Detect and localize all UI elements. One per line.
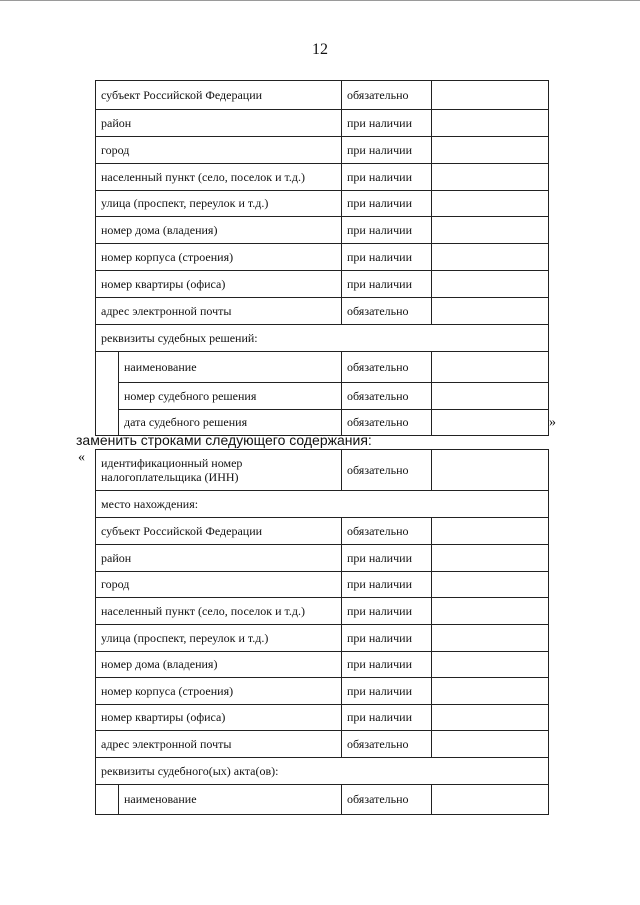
requirement-cell: при наличии [342,545,432,572]
table-row [96,678,549,705]
requirement-cell: при наличии [342,705,432,731]
field-name-cell: наименование [119,352,342,383]
table-row [96,271,549,298]
empty-cell [432,678,549,705]
page-number: 12 [312,41,328,58]
field-name-cell: номер дома (владения) [96,217,342,244]
table-row [96,137,549,164]
empty-cell [432,545,549,572]
field-name-cell: номер корпуса (строения) [96,678,342,705]
field-name-cell: улица (проспект, переулок и т.д.) [96,625,342,652]
table-row [96,785,549,815]
table-row [96,383,549,410]
table-row [96,352,549,383]
empty-cell [432,191,549,217]
requirement-cell: при наличии [342,137,432,164]
table-row [96,625,549,652]
table-row [96,731,549,758]
requirement-cell: при наличии [342,191,432,217]
field-name-cell: район [96,110,342,137]
table-row [96,217,549,244]
empty-cell [432,164,549,191]
requirement-cell: обязательно [342,81,432,110]
field-name-cell: номер судебного решения [119,383,342,410]
requirement-cell: при наличии [342,598,432,625]
replacement-instruction: заменить строками следующего содержания: [76,432,372,448]
empty-cell [432,518,549,545]
requirement-cell: при наличии [342,164,432,191]
requirement-cell: при наличии [342,652,432,678]
section-row [96,758,549,785]
empty-cell [432,110,549,137]
table-row [96,450,549,491]
empty-cell [432,598,549,625]
field-name-cell: город [96,572,342,598]
inn-label-line1: идентификационный номер [101,456,243,470]
requirement-cell: обязательно [342,785,432,815]
table-row [96,191,549,217]
empty-cell [432,217,549,244]
field-name-cell: населенный пункт (село, поселок и т.д.) [96,598,342,625]
table-row [96,81,549,110]
requirement-cell: при наличии [342,625,432,652]
requirement-cell: обязательно [342,410,432,436]
requirement-cell: при наличии [342,678,432,705]
table-row [96,572,549,598]
empty-cell [432,352,549,383]
scan-top-edge [0,0,640,1]
requirement-cell: при наличии [342,244,432,271]
table-row [96,164,549,191]
requirement-cell: обязательно [342,518,432,545]
requirement-cell: обязательно [342,450,432,491]
empty-cell [432,137,549,164]
requisites-table-old [95,80,549,436]
field-name-cell: улица (проспект, переулок и т.д.) [96,191,342,217]
empty-cell [432,81,549,110]
field-name-cell: населенный пункт (село, поселок и т.д.) [96,164,342,191]
field-name-cell: номер квартиры (офиса) [96,271,342,298]
section-row [96,325,549,352]
table-row [96,545,549,572]
requirement-cell: при наличии [342,572,432,598]
empty-cell [432,572,549,598]
field-name-cell [96,450,342,491]
indent-cell [96,352,119,436]
table-row [96,652,549,678]
requirement-cell: при наличии [342,110,432,137]
section-heading-location: место нахождения: [96,491,549,518]
field-name-cell: номер квартиры (офиса) [96,705,342,731]
section-row [96,491,549,518]
closing-quote: » [549,415,556,430]
empty-cell [432,244,549,271]
table-row [96,298,549,325]
section-heading-court-decisions: реквизиты судебных решений: [96,325,549,352]
field-name-cell: район [96,545,342,572]
table-row [96,518,549,545]
indent-cell [96,785,119,815]
table-row [96,705,549,731]
field-name-cell: наименование [119,785,342,815]
empty-cell [432,410,549,436]
inn-label-line2: налогоплательщика (ИНН) [101,470,239,484]
empty-cell [432,652,549,678]
field-name-cell: город [96,137,342,164]
empty-cell [432,705,549,731]
empty-cell [432,450,549,491]
section-heading-court-acts: реквизиты судебного(ых) акта(ов): [96,758,549,785]
empty-cell [432,785,549,815]
opening-quote: « [78,450,85,465]
requirement-cell: обязательно [342,352,432,383]
field-name-cell: номер корпуса (строения) [96,244,342,271]
requisites-table-new [95,449,549,815]
empty-cell [432,731,549,758]
field-name-cell: адрес электронной почты [96,731,342,758]
table-row [96,244,549,271]
requirement-cell: обязательно [342,298,432,325]
empty-cell [432,625,549,652]
empty-cell [432,298,549,325]
field-name-cell: субъект Российской Федерации [96,518,342,545]
requirement-cell: обязательно [342,731,432,758]
table-row [96,598,549,625]
table-row [96,110,549,137]
field-name-cell: адрес электронной почты [96,298,342,325]
requirement-cell: обязательно [342,383,432,410]
field-name-cell: дата судебного решения [119,410,342,436]
requirement-cell: при наличии [342,271,432,298]
empty-cell [432,271,549,298]
field-name-cell: номер дома (владения) [96,652,342,678]
empty-cell [432,383,549,410]
requirement-cell: при наличии [342,217,432,244]
field-name-cell: субъект Российской Федерации [96,81,342,110]
